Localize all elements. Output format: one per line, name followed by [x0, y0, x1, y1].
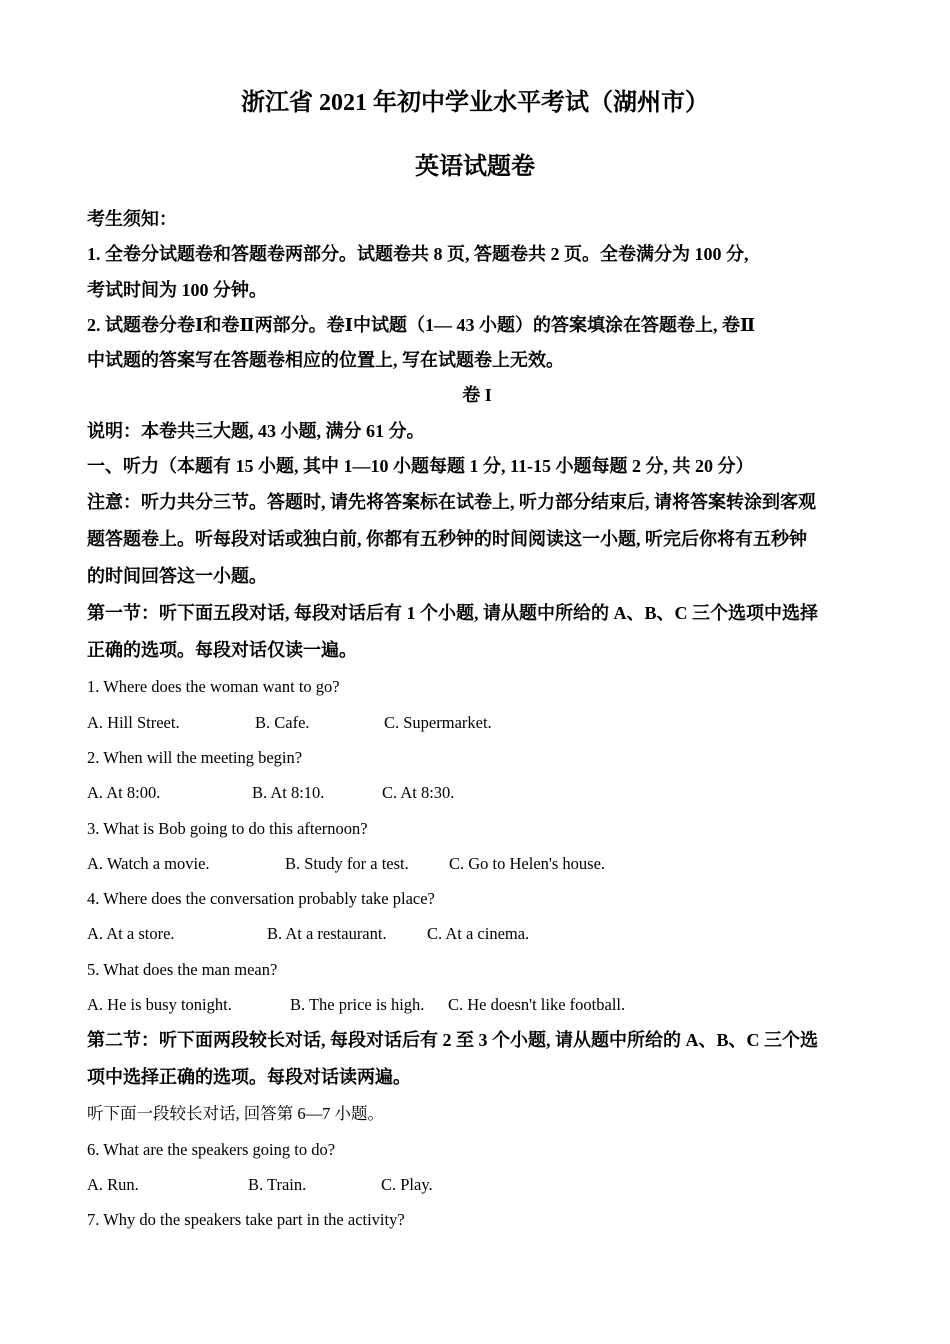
exam-title: 浙江省 2021 年初中学业水平考试（湖州市） — [241, 90, 709, 116]
question-5: 5. What does the man mean? — [87, 959, 278, 979]
question-1: 1. Where does the woman want to go? — [87, 677, 340, 697]
option-a: A. He is busy tonight. — [87, 995, 232, 1015]
option-b: B. The price is high. — [290, 995, 425, 1015]
volume-label: 卷 I — [462, 385, 492, 406]
question-2: 2. When will the meeting begin? — [87, 747, 303, 767]
question-6: 6. What are the speakers going to do? — [87, 1139, 336, 1159]
notice-heading: 考生须知： — [87, 209, 177, 229]
question-2-options — [87, 775, 867, 810]
question-6-options — [87, 1167, 867, 1202]
option-b: B. Cafe. — [255, 712, 310, 732]
notice-item2-line2: 中试题的答案写在答题卷相应的位置上, 写在试题卷上无效。 — [87, 350, 564, 371]
option-a: A. At 8:00. — [87, 783, 161, 803]
notice-item1-line1: 1. 全卷分试题卷和答题卷两部分。试题卷共 8 页, 答题卷共 2 页。全卷满分为 100 分, — [87, 244, 749, 265]
option-b: B. At a restaurant. — [267, 924, 387, 944]
explanation: 说明：本卷共三大题, 43 小题, 满分 61 分。 — [87, 420, 425, 441]
section2-line2: 项中选择正确的选项。每段对话读两遍。 — [87, 1067, 411, 1088]
section2-line1: 第二节：听下面两段较长对话, 每段对话后有 2 至 3 个小题, 请从题中所给的 A、B、C 三个选 — [87, 1030, 819, 1051]
exam-subtitle: 英语试题卷 — [415, 154, 535, 180]
listen-intro: 听下面一段较长对话, 回答第 6—7 小题。 — [87, 1104, 384, 1124]
attention-line1: 注意：听力共分三节。答题时, 请先将答案标在试卷上, 听力部分结束后, 请将答案转涂到客观 — [87, 492, 816, 513]
question-4: 4. Where does the conversation probably take place? — [87, 889, 435, 909]
attention-line2: 题答题卷上。听每段对话或独白前, 你都有五秒钟的时间阅读这一小题, 听完后你将有五秒钟 — [87, 529, 807, 550]
option-c: C. Supermarket. — [384, 712, 492, 732]
option-c: C. Play. — [381, 1174, 433, 1194]
section1-line2: 正确的选项。每段对话仅读一遍。 — [87, 640, 357, 661]
option-c: C. At a cinema. — [427, 924, 530, 944]
option-a: A. Run. — [87, 1174, 139, 1194]
notice-item2-line1: 2. 试题卷分卷Ⅰ和卷Ⅱ两部分。卷Ⅰ中试题（1— 43 小题）的答案填涂在答题卷上, 卷Ⅱ — [87, 314, 756, 335]
attention-line3: 的时间回答这一小题。 — [87, 566, 267, 587]
option-b: B. Train. — [248, 1174, 307, 1194]
exam-content — [87, 202, 867, 1238]
section1-line1: 第一节：听下面五段对话, 每段对话后有 1 个小题, 请从题中所给的 A、B、C 三个选项中选择 — [87, 603, 819, 624]
question-1-options — [87, 705, 867, 740]
notice-item1-line2: 考试时间为 100 分钟。 — [87, 279, 267, 300]
question-4-options — [87, 916, 867, 951]
question-3: 3. What is Bob going to do this afternoon? — [87, 818, 368, 838]
option-c: C. He doesn't like football. — [448, 995, 626, 1015]
question-5-options — [87, 987, 867, 1022]
option-c: C. At 8:30. — [382, 783, 455, 803]
option-a: A. Watch a movie. — [87, 853, 210, 873]
option-b: B. Study for a test. — [285, 853, 409, 873]
question-7: 7. Why do the speakers take part in the activity? — [87, 1210, 405, 1230]
part1-heading: 一、听力（本题有 15 小题, 其中 1—10 小题每题 1 分, 11-15 小题每题 2 分, 共 20 分） — [87, 456, 754, 477]
option-a: A. Hill Street. — [87, 712, 180, 732]
option-a: A. At a store. — [87, 924, 175, 944]
question-3-options — [87, 846, 867, 881]
option-b: B. At 8:10. — [252, 783, 325, 803]
option-c: C. Go to Helen's house. — [449, 853, 606, 873]
